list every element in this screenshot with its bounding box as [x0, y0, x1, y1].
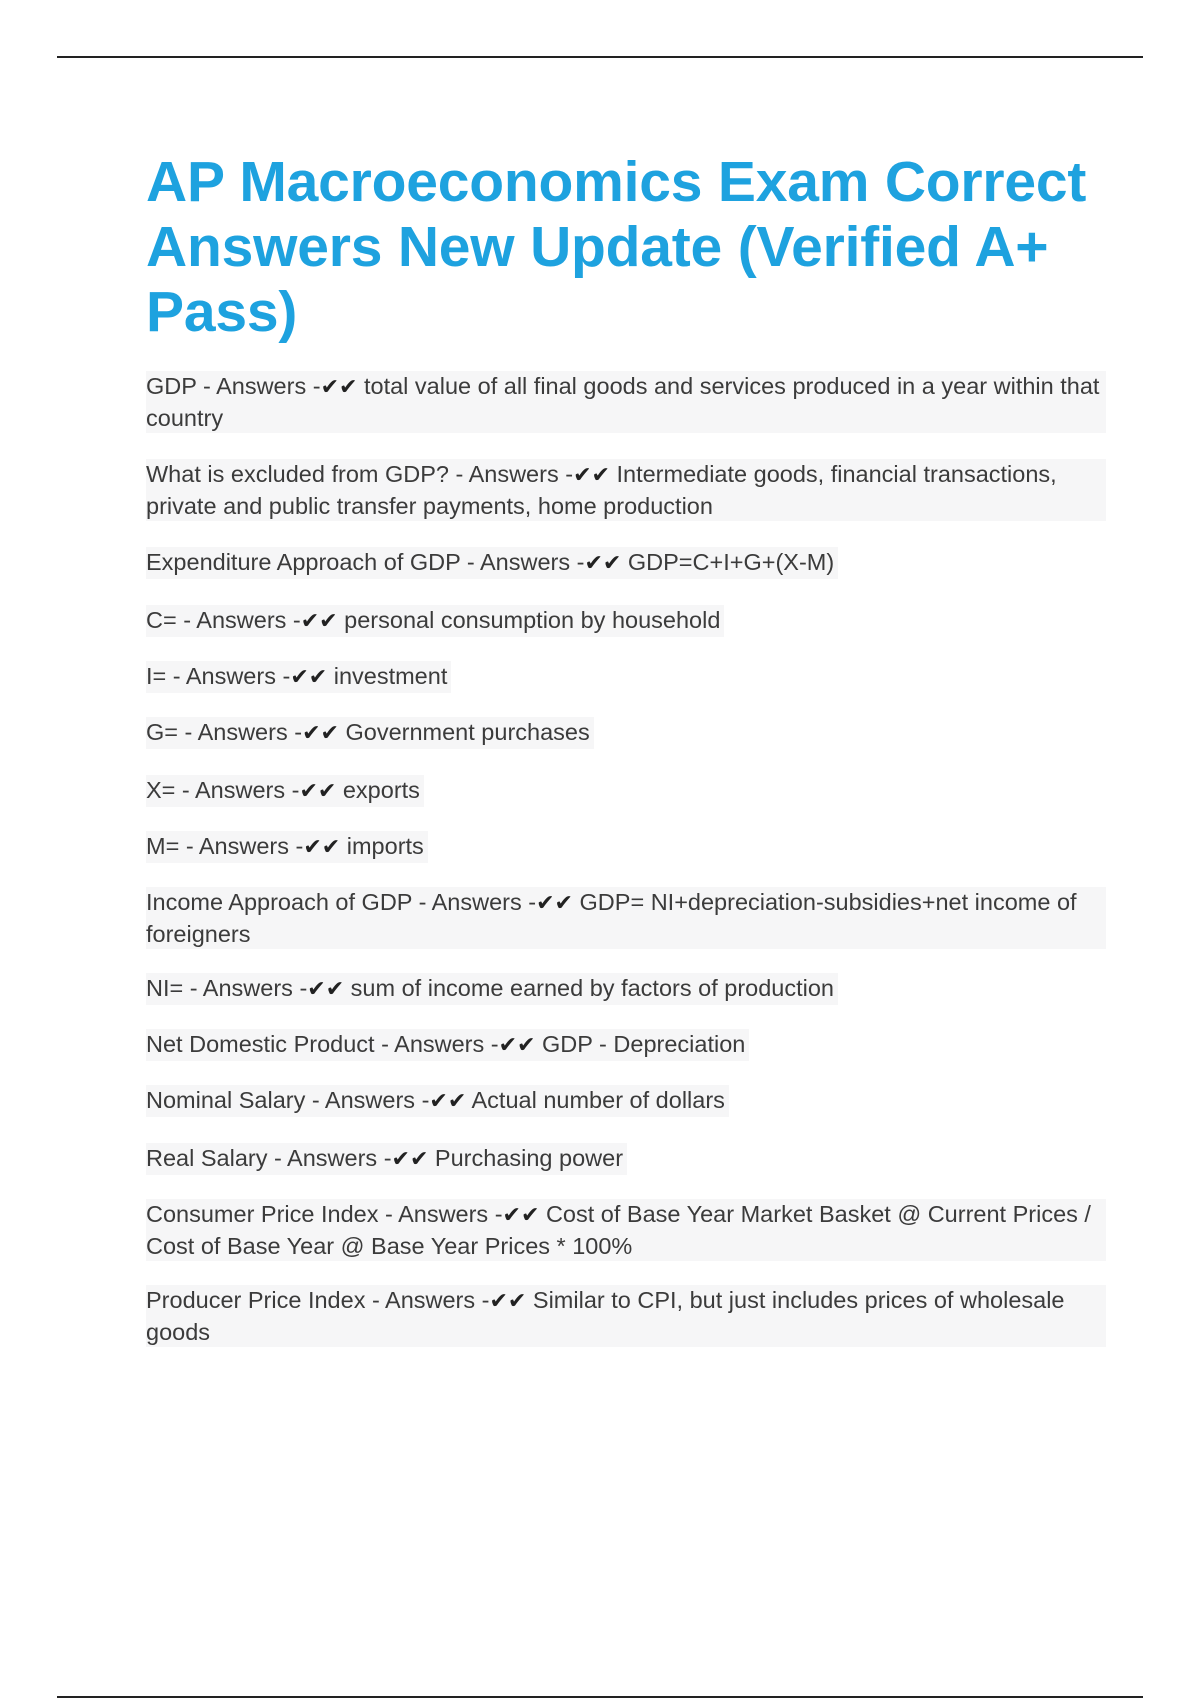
qa-term: Consumer Price Index - Answers -: [146, 1201, 503, 1227]
double-check-icon: ✔✔: [391, 1147, 429, 1172]
qa-term: GDP - Answers -: [146, 373, 321, 399]
qa-term: M= - Answers -: [146, 833, 304, 859]
qa-term: Net Domestic Product - Answers -: [146, 1031, 499, 1057]
qa-entry-excluded: [146, 459, 1106, 521]
qa-term: Expenditure Approach of GDP - Answers -: [146, 549, 585, 575]
qa-answer: GDP - Depreciation: [535, 1031, 746, 1057]
qa-entry-expenditure: [146, 547, 838, 579]
qa-entry-ni: [146, 973, 838, 1005]
qa-entry-real-salary: [146, 1143, 627, 1175]
double-check-icon: ✔✔: [489, 1289, 527, 1314]
double-check-icon: ✔✔: [307, 977, 345, 1002]
double-check-icon: ✔✔: [536, 891, 573, 916]
qa-term: Producer Price Index - Answers -: [146, 1287, 490, 1313]
qa-answer: imports: [340, 833, 424, 859]
qa-term: Nominal Salary - Answers -: [146, 1087, 430, 1113]
qa-answer: personal consumption by household: [337, 607, 721, 633]
qa-entry-nominal-salary: [146, 1085, 729, 1117]
qa-entry-income-approach: [146, 887, 1106, 949]
qa-answer: Purchasing power: [428, 1145, 624, 1171]
double-check-icon: ✔✔: [290, 665, 328, 690]
qa-answer: Cost of Base Year Market Basket @ Current Prices / Cost of Base Year @ Base Year Prices * 100%: [146, 1201, 1091, 1259]
qa-answer: sum of income earned by factors of production: [344, 975, 834, 1001]
qa-term: G= - Answers -: [146, 719, 303, 745]
qa-entry-ndp: [146, 1029, 749, 1061]
bottom-rule: [57, 1696, 1143, 1698]
qa-answer: Intermediate goods, financial transactions, private and public transfer payments, home production: [146, 461, 1057, 519]
double-check-icon: ✔✔: [502, 1203, 540, 1228]
qa-term: I= - Answers -: [146, 663, 291, 689]
qa-list: [146, 371, 1106, 1347]
double-check-icon: ✔✔: [320, 375, 358, 400]
qa-entry-cpi: [146, 1199, 1106, 1261]
qa-term: Income Approach of GDP - Answers -: [146, 889, 537, 915]
double-check-icon: ✔✔: [584, 551, 622, 576]
qa-entry-gdp: [146, 371, 1106, 433]
qa-entry-c: [146, 605, 724, 637]
qa-answer: GDP= NI+depreciation-subsidies+net income of foreigners: [146, 889, 1077, 947]
qa-entry-m: [146, 831, 428, 863]
double-check-icon: ✔✔: [299, 779, 337, 804]
top-rule: [57, 56, 1143, 58]
qa-term: What is excluded from GDP? - Answers -: [146, 461, 574, 487]
qa-term: X= - Answers -: [146, 777, 300, 803]
qa-entry-ppi: [146, 1285, 1106, 1347]
double-check-icon: ✔✔: [573, 463, 610, 488]
qa-entry-x: [146, 775, 424, 807]
qa-answer: Government purchases: [338, 719, 590, 745]
qa-term: C= - Answers -: [146, 607, 301, 633]
qa-answer: investment: [327, 663, 448, 689]
qa-answer: total value of all final goods and services produced in a year within that country: [146, 373, 1100, 431]
qa-entry-g: [146, 717, 594, 749]
double-check-icon: ✔✔: [498, 1033, 536, 1058]
double-check-icon: ✔✔: [429, 1089, 467, 1114]
qa-entry-i: [146, 661, 451, 693]
qa-term: Real Salary - Answers -: [146, 1145, 392, 1171]
document-body: [146, 150, 1106, 1347]
qa-answer: Similar to CPI, but just includes prices of wholesale goods: [146, 1287, 1065, 1345]
double-check-icon: ✔✔: [303, 835, 341, 860]
qa-answer: Actual number of dollars: [466, 1087, 725, 1113]
document-title: AP Macroeconomics Exam Correct Answers New Update (Verified A+ Pass): [146, 150, 1087, 344]
qa-term: NI= - Answers -: [146, 975, 308, 1001]
double-check-icon: ✔✔: [300, 609, 338, 634]
qa-answer: GDP=C+I+G+(X-M): [621, 549, 835, 575]
qa-answer: exports: [336, 777, 420, 803]
double-check-icon: ✔✔: [302, 721, 339, 746]
